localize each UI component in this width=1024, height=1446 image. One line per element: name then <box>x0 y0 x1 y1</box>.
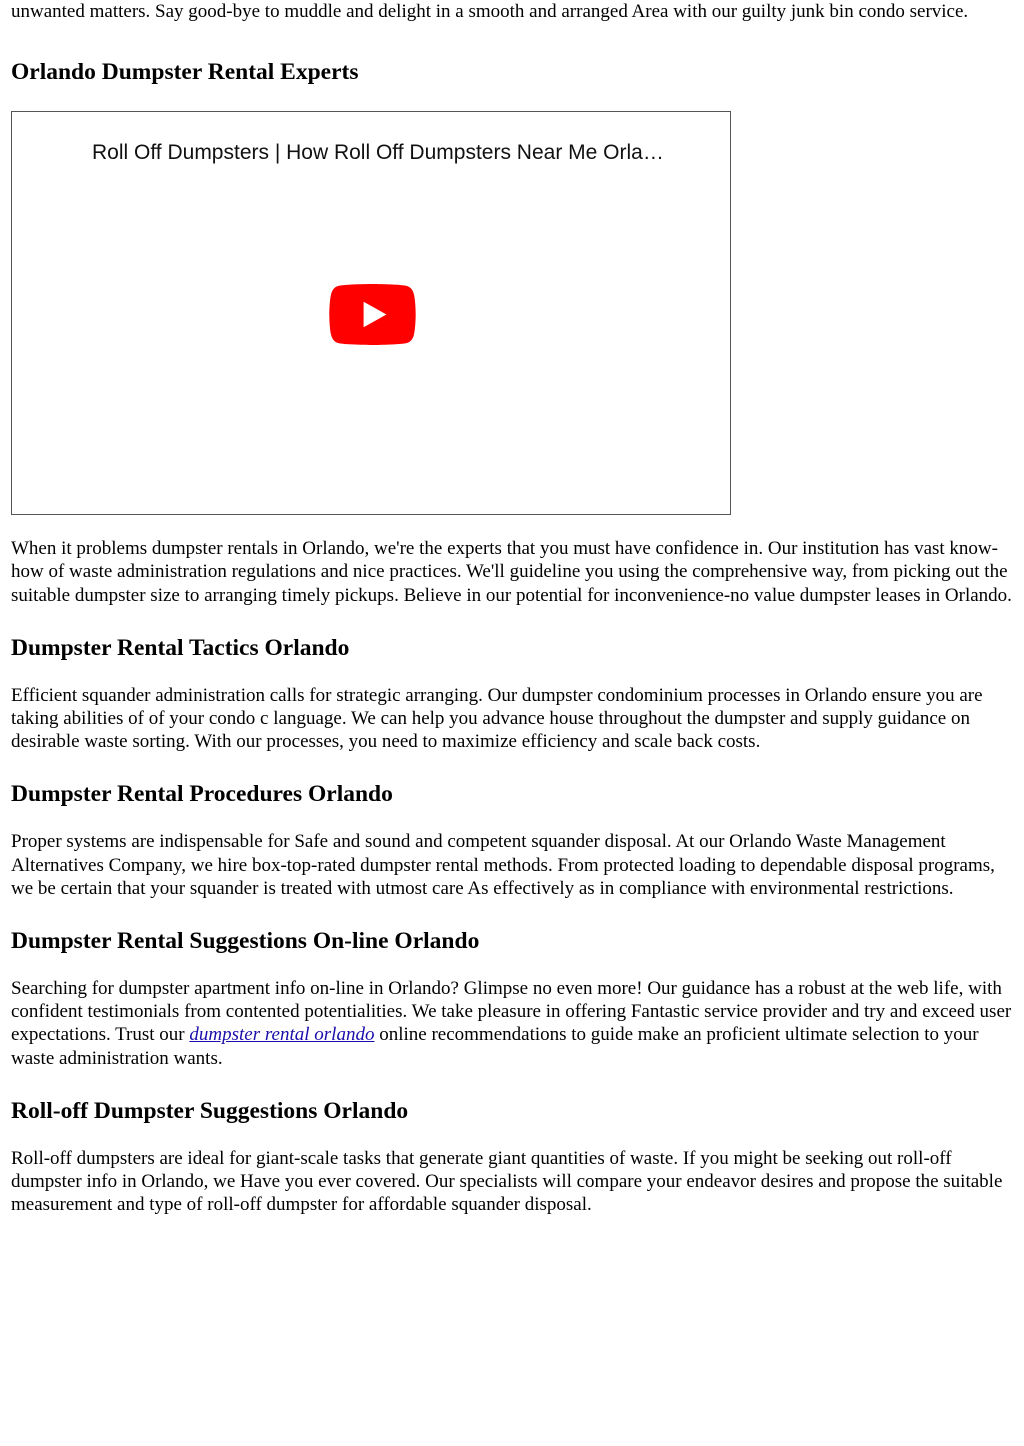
embedded-video[interactable] <box>11 111 731 515</box>
suggestions-online-paragraph <box>11 977 1015 1070</box>
tactics-paragraph: Efficient squander administration calls for strategic arranging. Our dumpster condominium processes in Orlando ensure you are taking abilities of of your condo c language. We can help you advance house throughout the dumpster and supply guidance on desirable waste sorting. With our processes, you need to maximize efficiency and scale back costs. <box>11 684 983 753</box>
suggestions-text-before-link: Searching for dumpster apartment info on-line in Orlando? Glimpse no even more! Our guidance has a robust at the web life, with confident testimonials from contented potentialities. We take pleasure in offering Fantastic service provider and try and exceed user expectations. Trust our <box>11 978 1012 1046</box>
article <box>11 0 1015 1216</box>
procedures-paragraph: Proper systems are indispensable for Safe and sound and competent squander disposal. At our Orlando Waste Management Alternatives Company, we hire box-top-rated dumpster rental methods. From protected loading to dependable disposal programs, we be certain that your squander is treated with utmost care As effectively as in compliance with environmental restrictions. <box>11 831 995 899</box>
dumpster-rental-orlando-link[interactable]: dumpster rental orlando <box>189 1024 375 1046</box>
heading-dumpster-rental-procedures: Dumpster Rental Procedures Orlando <box>11 781 393 808</box>
heading-roll-off-dumpster-suggestions: Roll-off Dumpster Suggestions Orlando <box>11 1097 409 1124</box>
experts-paragraph: When it problems dumpster rentals in Orlando, we're the experts that you must have confidence in. Our institution has vast know-how of waste administration regulations and nice practices. We'll guideline you using the comprehensive way, from picking out the suitable dumpster size to arranging timely pickups. Believe in our potential for inconvenience-no value dumpster leases in Orlando. <box>11 538 1012 606</box>
suggestions-text-after-link: online recommendations to guide make an proficient ultimate selection to your waste administration wants. <box>11 1024 979 1069</box>
intro-paragraph: unwanted matters. Say good-bye to muddle and delight in a smooth and arranged Area with our guilty junk bin condo service. <box>11 1 969 22</box>
heading-dumpster-rental-suggestions-online: Dumpster Rental Suggestions On-line Orlando <box>11 928 480 955</box>
heading-orlando-dumpster-rental-experts: Orlando Dumpster Rental Experts <box>11 59 359 86</box>
heading-dumpster-rental-tactics: Dumpster Rental Tactics Orlando <box>11 634 350 661</box>
roll-off-paragraph: Roll-off dumpsters are ideal for giant-scale tasks that generate giant quantities of waste. If you might be seeking out roll-off dumpster info in Orlando, we Have you ever covered. Our specialists will compare your endeavor desires and propose the suitable measurement and type of roll-off dumpster for affordable squander disposal. <box>11 1147 1003 1216</box>
video-title[interactable]: Roll Off Dumpsters | How Roll Off Dumpsters Near Me Orla… <box>92 141 664 165</box>
youtube-play-icon[interactable] <box>329 284 416 345</box>
